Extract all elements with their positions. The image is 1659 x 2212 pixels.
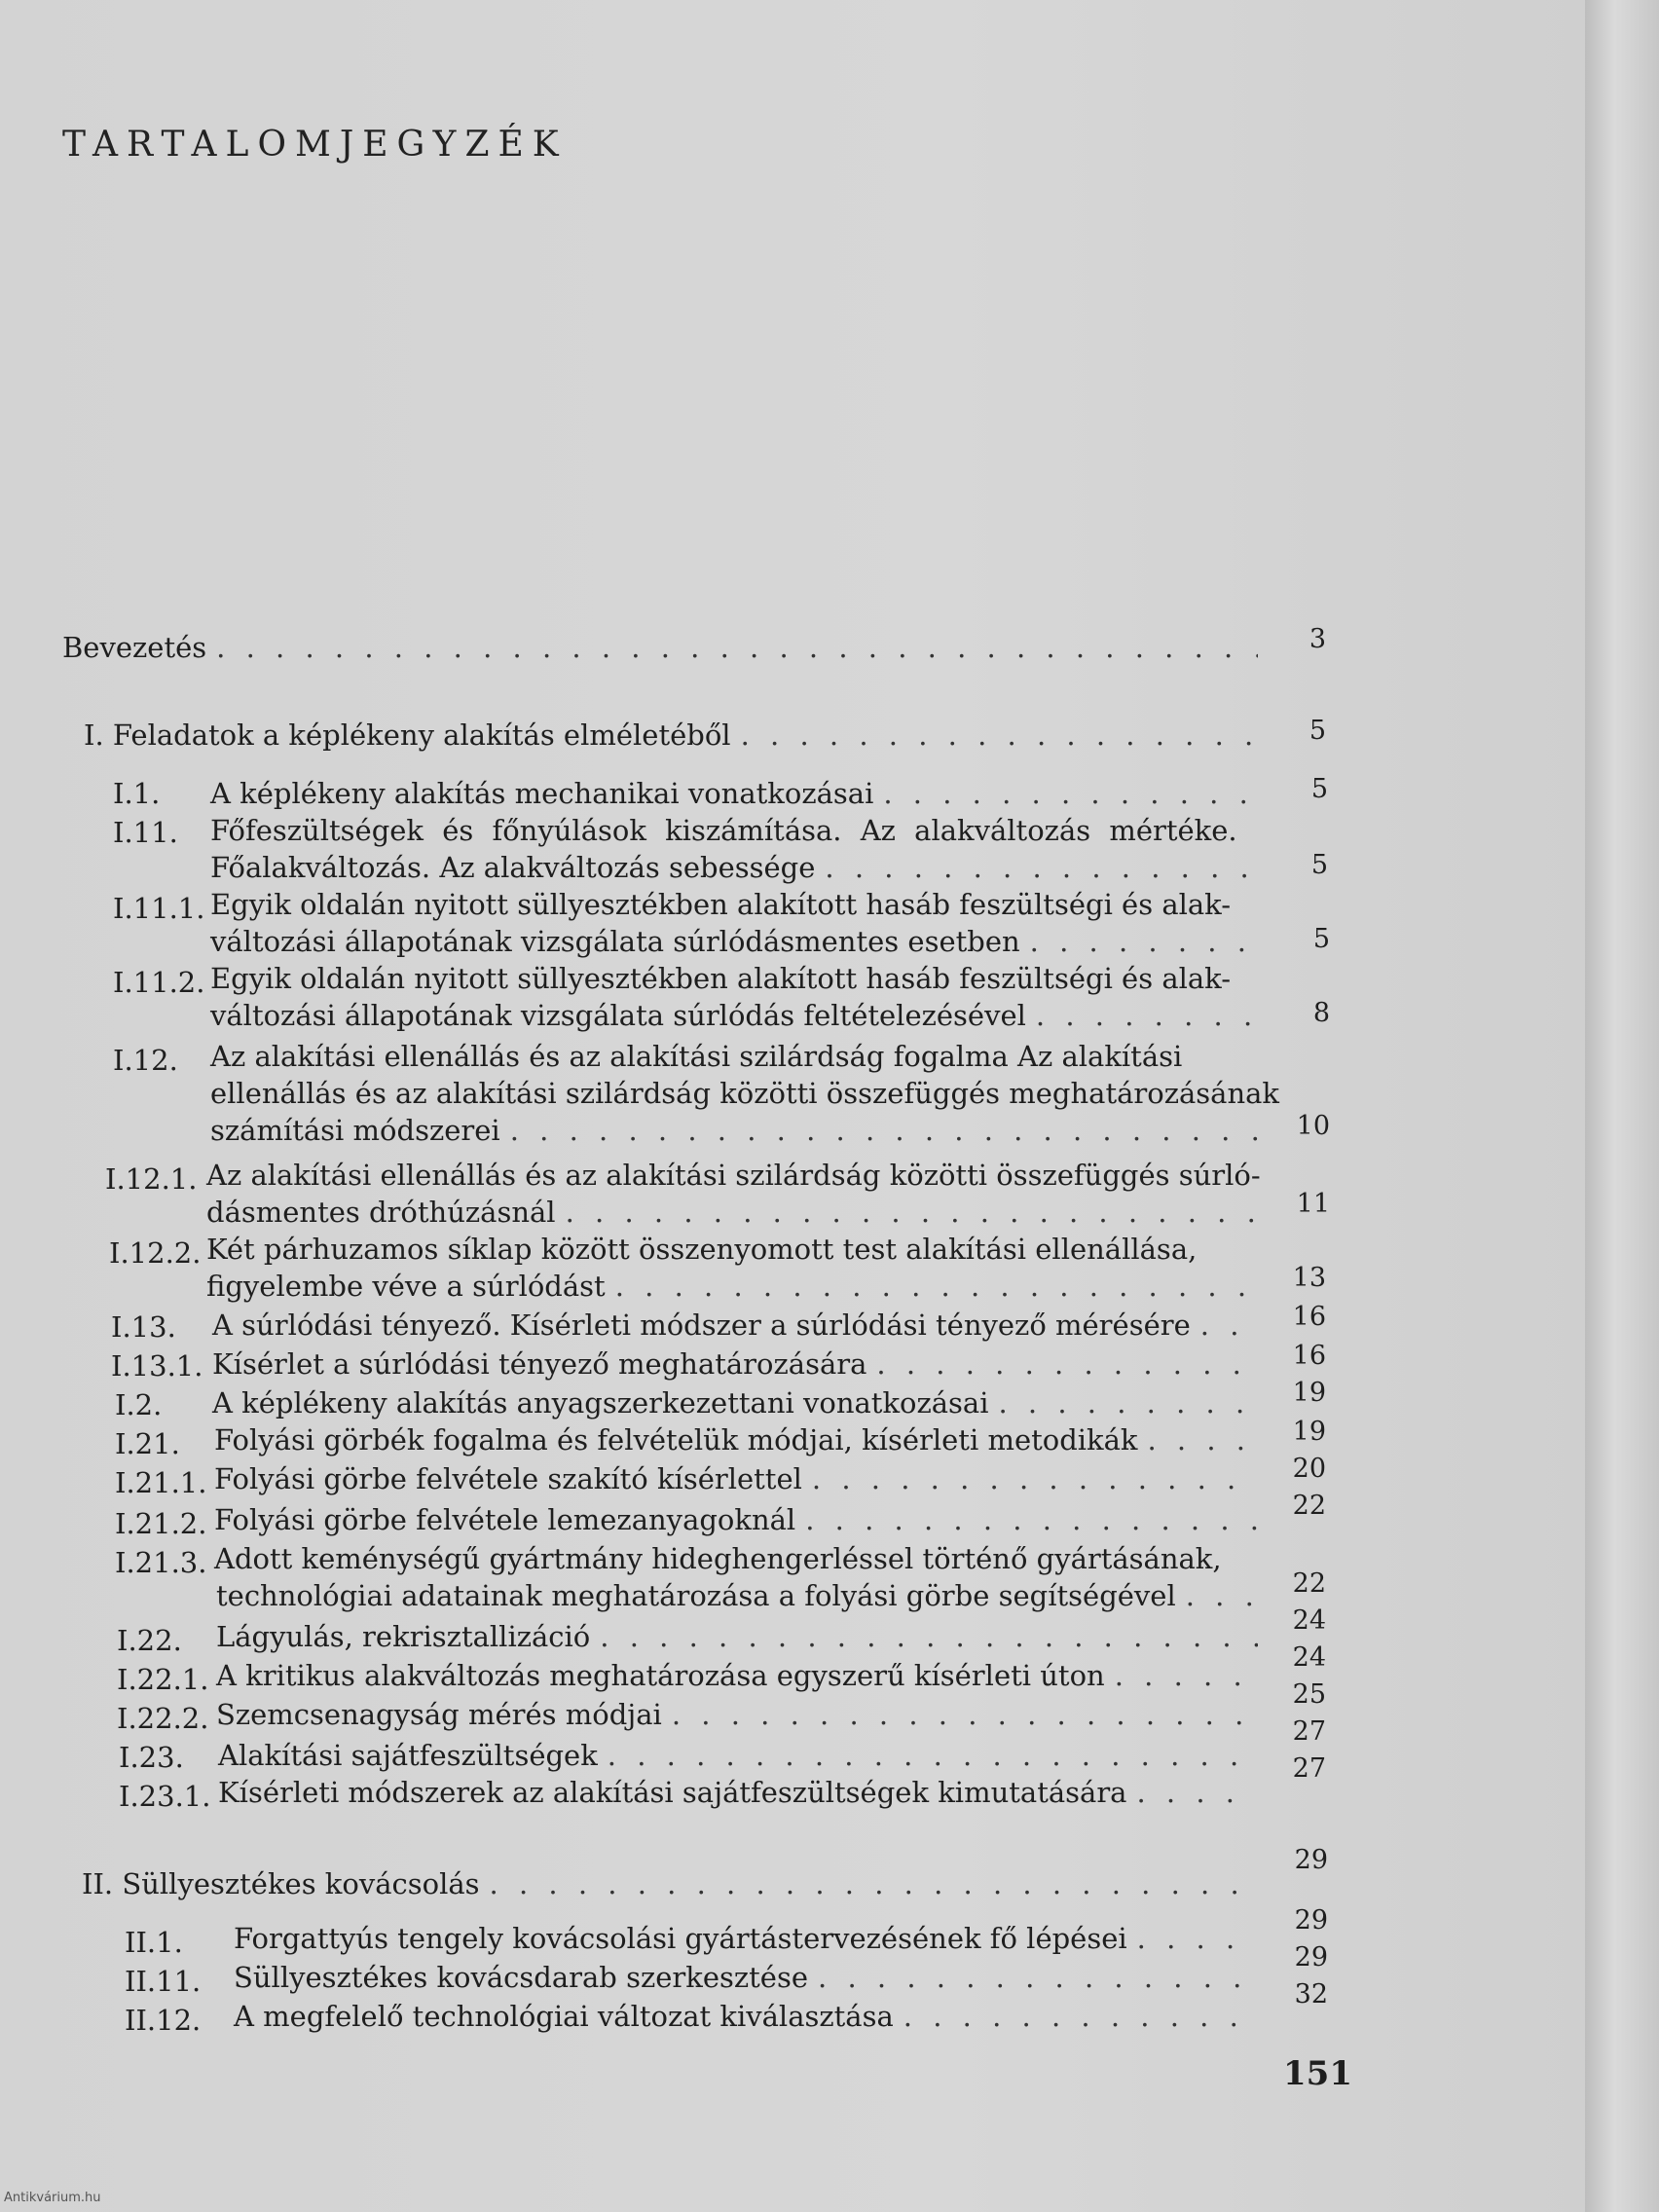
dot-leader	[1148, 1421, 1259, 1458]
dot-leader	[883, 775, 1258, 812]
dot-leader	[615, 1268, 1258, 1305]
toc-entry-title: Kísérlet a súrlódási tényező meghatározására	[212, 1347, 867, 1381]
toc-entry-title: Folyási görbe felvétele lemezanyagoknál	[214, 1503, 796, 1536]
toc-entry-title: I. Feladatok a képlékeny alakítás elméletéből	[84, 719, 731, 752]
dot-leader	[741, 717, 1258, 754]
toc-entry	[62, 629, 1262, 666]
toc-entry-title: Főfeszültségek és főnyúlások kiszámítása. Az alakváltozás mértéke.	[210, 814, 1237, 847]
toc-entry-number: I.23.1.	[119, 1780, 211, 1813]
toc-entry-title: dásmentes dróthúzásnál	[206, 1196, 556, 1229]
toc-entry-title: technológiai adatainak meghatározása a folyási görbe segítségével	[216, 1579, 1176, 1612]
toc-page-number: 22	[1292, 1568, 1326, 1599]
toc-entry-number: I.23.	[119, 1741, 184, 1774]
toc-entry	[214, 1421, 1262, 1458]
dot-leader	[812, 1460, 1258, 1497]
toc-page-number: 29	[1294, 1845, 1328, 1875]
toc-entry	[212, 1384, 1262, 1421]
toc-entry-number: I.13.	[111, 1310, 176, 1344]
toc-entry-title: Adott keménységű gyártmány hideghengerléssel történő gyártásának,	[214, 1542, 1222, 1575]
toc-page-number: 5	[1310, 774, 1328, 804]
dot-leader	[1137, 1920, 1258, 1957]
toc-entry	[212, 1307, 1262, 1344]
toc-page-number: 5	[1310, 850, 1328, 880]
toc-entry-number: I.21.3.	[115, 1546, 207, 1579]
toc-page-number: 13	[1292, 1263, 1326, 1293]
dot-leader	[903, 1998, 1258, 2035]
toc-page-number: 24	[1292, 1605, 1326, 1636]
toc-entry-title: figyelembe véve a súrlódást	[206, 1270, 606, 1303]
dot-leader	[600, 1618, 1258, 1655]
toc-entry	[214, 1501, 1262, 1538]
toc-entry	[210, 997, 1262, 1034]
dot-leader	[1030, 923, 1258, 960]
toc-page-number: 27	[1292, 1753, 1326, 1784]
toc-entry	[218, 1737, 1262, 1774]
toc-page-number: 24	[1292, 1642, 1326, 1673]
dot-leader	[1136, 1774, 1258, 1811]
toc-entry-number: II.1.	[125, 1926, 183, 1959]
toc-entry-title: számítási módszerei	[210, 1114, 500, 1147]
toc-entry-number: II.11.	[125, 1965, 202, 1998]
toc-entry-title: Egyik oldalán nyitott süllyesztékben alakított hasáb feszültségi és alak-	[210, 888, 1232, 921]
toc-entry-title: Szemcsenagyság mérés módjai	[216, 1698, 662, 1731]
toc-entry	[82, 1865, 1262, 1902]
dot-leader	[216, 629, 1258, 666]
toc-entry	[218, 1774, 1262, 1811]
toc-entry-number: I.22.1.	[117, 1663, 209, 1696]
toc-entry-title: Kísérleti módszerek az alakítási sajátfeszültségek kimutatására	[218, 1776, 1127, 1809]
watermark: Antikvárium.hu	[4, 2191, 101, 2205]
toc-entry-title: A kritikus alakváltozás meghatározása egyszerű kísérleti úton	[216, 1659, 1105, 1692]
dot-leader	[805, 1501, 1258, 1538]
toc-page-number: 25	[1292, 1679, 1326, 1710]
dot-leader	[1115, 1657, 1258, 1694]
toc-page-number: 32	[1294, 1979, 1328, 2009]
toc-entry-number: I.21.1.	[115, 1466, 207, 1499]
toc-entry	[210, 849, 1262, 886]
dot-leader	[1036, 997, 1258, 1034]
toc-entry-number: I.21.	[115, 1427, 180, 1460]
dot-leader	[876, 1346, 1258, 1382]
toc-entry	[234, 1959, 1262, 1996]
toc-page-number: 19	[1292, 1417, 1326, 1447]
toc-entry-title: Folyási görbék fogalma és felvételük módjai, kísérleti metodikák	[214, 1423, 1138, 1456]
toc-entry-title: A képlékeny alakítás mechanikai vonatkozásai	[210, 777, 874, 810]
dot-leader	[1186, 1577, 1258, 1614]
toc-entry-title: A súrlódási tényező. Kísérleti módszer a súrlódási tényező mérésére	[212, 1309, 1191, 1342]
toc-entry	[210, 775, 1262, 812]
toc-entry-title: változási állapotának vizsgálata súrlódás feltételezésével	[210, 999, 1026, 1032]
toc-entry	[210, 1112, 1262, 1149]
toc-entry	[214, 1460, 1262, 1497]
toc-entry-title: Az alakítási ellenállás és az alakítási szilárdság közötti összefüggés súrló-	[206, 1159, 1261, 1192]
toc-entry-number: I.11.2.	[113, 966, 205, 999]
toc-entry-title: II. Süllyesztékes kovácsolás	[82, 1867, 480, 1900]
toc-entry	[206, 1194, 1262, 1231]
toc-entry-number: I.13.1.	[111, 1349, 203, 1382]
toc-page-number: 20	[1292, 1454, 1326, 1484]
toc-entry-title: Lágyulás, rekrisztallizáció	[216, 1620, 591, 1653]
toc-entry	[234, 1920, 1262, 1957]
toc-page-number: 16	[1292, 1341, 1326, 1371]
toc-entry-title: Süllyesztékes kovácsdarab szerkesztése	[234, 1961, 809, 1994]
toc-entry-number: I.2.	[115, 1388, 163, 1421]
toc-entry	[210, 923, 1262, 960]
toc-page-number: 8	[1312, 998, 1330, 1028]
toc-page-number: 11	[1296, 1189, 1330, 1219]
toc-entry-number: I.22.	[117, 1624, 182, 1657]
toc-entry-title: Egyik oldalán nyitott süllyesztékben alakított hasáb feszültségi és alak-	[210, 962, 1232, 995]
toc-entry-number: II.12.	[125, 2004, 202, 2037]
toc-heading: TARTALOMJEGYZÉK	[62, 125, 568, 165]
toc-page-number: 19	[1292, 1378, 1326, 1408]
page-edge	[1585, 0, 1659, 2212]
toc-entry-title: Főalakváltozás. Az alakváltozás sebessége	[210, 851, 816, 884]
toc-entry	[206, 1268, 1262, 1305]
toc-entry-title: Alakítási sajátfeszültségek	[218, 1739, 598, 1772]
toc-entry-number: I.21.2.	[115, 1507, 207, 1540]
toc-entry-number: I.11.	[113, 816, 178, 849]
dot-leader	[510, 1112, 1258, 1149]
toc-page-number: 5	[1312, 924, 1330, 954]
toc-entry-title: Az alakítási ellenállás és az alakítási szilárdság fogalma Az alakítási	[210, 1040, 1183, 1073]
toc-page-number: 29	[1294, 1905, 1328, 1936]
toc-entry	[216, 1696, 1262, 1733]
toc-entry-number: I.12.2.	[109, 1236, 202, 1270]
toc-entry	[216, 1618, 1262, 1655]
dot-leader	[818, 1959, 1258, 1996]
dot-leader	[672, 1696, 1258, 1733]
toc-entry	[216, 1657, 1262, 1694]
toc-page-number: 10	[1296, 1111, 1330, 1141]
toc-entry-number: I.22.2.	[117, 1702, 209, 1735]
toc-entry-title: A megfelelő technológiai változat kiválasztása	[234, 2000, 894, 2033]
toc-page-number: 22	[1292, 1491, 1326, 1521]
toc-entry-number: I.1.	[113, 777, 161, 810]
dot-leader	[608, 1737, 1258, 1774]
toc-entry-number: I.11.1.	[113, 892, 205, 925]
toc-entry	[234, 1998, 1262, 2035]
toc-entry	[212, 1346, 1262, 1382]
toc-entry-title: változási állapotának vizsgálata súrlódásmentes esetben	[210, 925, 1020, 958]
toc-page-number: 16	[1292, 1302, 1326, 1332]
dot-leader	[1200, 1307, 1258, 1344]
toc-page-number: 27	[1292, 1716, 1326, 1747]
toc-page-number: 29	[1294, 1942, 1328, 1972]
dot-leader	[999, 1384, 1259, 1421]
toc-page-number: 3	[1309, 624, 1326, 654]
toc-entry	[216, 1577, 1262, 1614]
dot-leader	[566, 1194, 1258, 1231]
toc-entry-title: Két párhuzamos síklap között összenyomott test alakítási ellenállása,	[206, 1233, 1198, 1266]
toc-entry-title: ellenállás és az alakítási szilárdság közötti összefüggés meghatározásának	[210, 1077, 1280, 1110]
toc-entry-title: Bevezetés	[62, 631, 207, 664]
toc-entry-title: Folyási görbe felvétele szakító kísérlettel	[214, 1462, 802, 1495]
page-number: 151	[1283, 2054, 1352, 2093]
dot-leader	[825, 849, 1258, 886]
toc-page-number: 5	[1309, 716, 1326, 746]
toc-entry-title: A képlékeny alakítás anyagszerkezettani vonatkozásai	[212, 1386, 989, 1419]
dot-leader	[490, 1865, 1258, 1902]
toc-entry-title: Forgattyús tengely kovácsolási gyártástervezésének fő lépései	[234, 1922, 1127, 1955]
toc-entry-number: I.12.1.	[105, 1162, 198, 1196]
toc-entry	[84, 717, 1262, 754]
toc-entry-number: I.12.	[113, 1044, 178, 1077]
